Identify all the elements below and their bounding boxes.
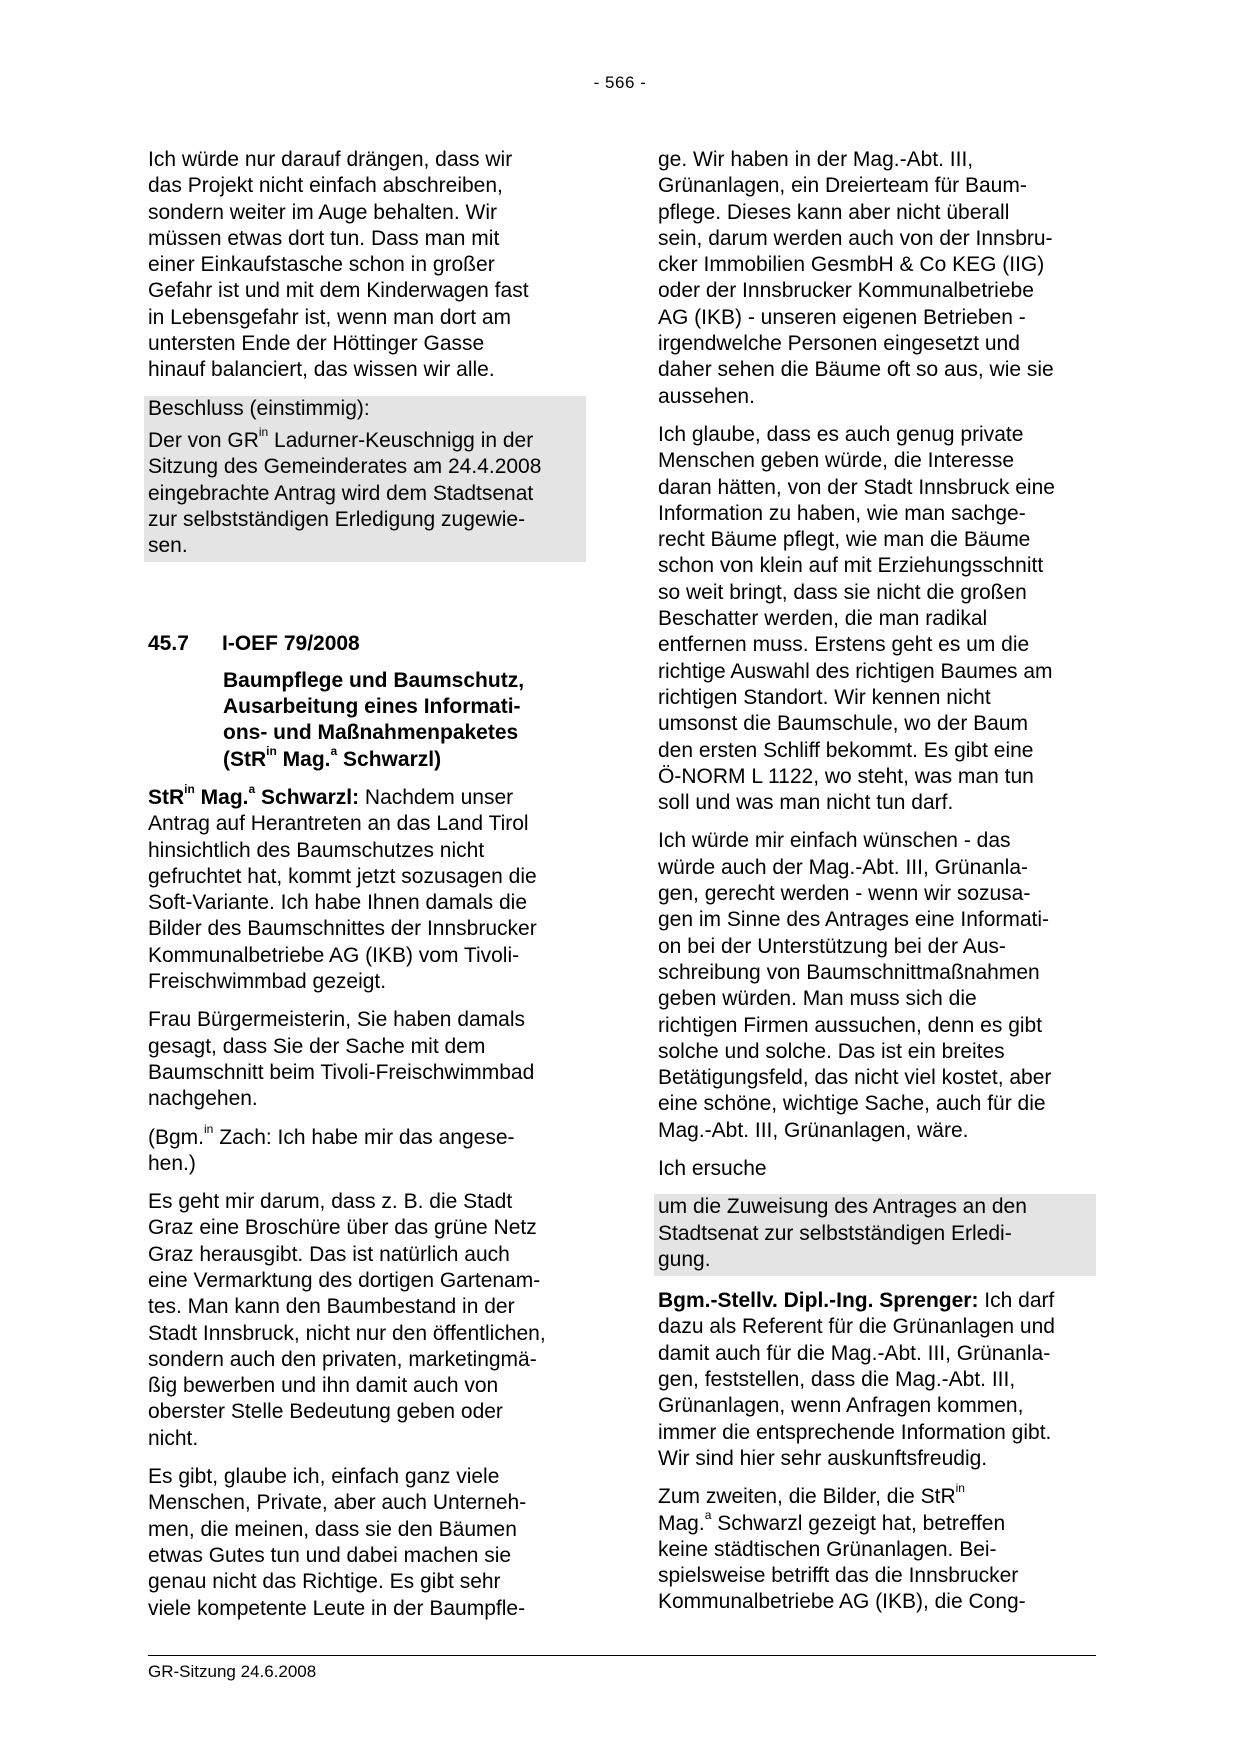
speaker-name: Bgm.-Stellv. Dipl.-Ing. Sprenger: xyxy=(658,1289,979,1313)
paragraph: Ich würde nur darauf drängen, dass wir das Projekt nicht einfach abschreiben, sondern weiter im Auge behalten. Wir müssen etwas dort tun. Dass man mit einer Einkaufstasche schon in großer Gefahr ist und mit dem Kinderwagen fast in Lebensgefahr ist, wenn man dort am untersten Ende der Höttinger Gasse hinauf balanciert, das wissen wir alle. xyxy=(148,148,529,382)
right-column xyxy=(658,147,1096,1628)
footer-divider xyxy=(148,1655,1096,1656)
request-text: um die Zuweisung des Antrages an den Stadtsenat zur selbstständigen Erledi- gung. xyxy=(658,1195,1027,1271)
paragraph: Zum zweiten, die Bilder, die StR$^{in}$ Mag.$^a$ Schwarzl gezeigt hat, betreffen keine städtischen Grünanlagen. Bei- spielsweise betrifft das die Innsbrucker Kommunalbetriebe AG (IKB), die Cong- xyxy=(658,1481,1026,1614)
agenda-item-heading xyxy=(148,631,586,657)
agenda-item-code: I-OEF 79/2008 xyxy=(222,632,360,656)
paragraph: Ich ersuche xyxy=(658,1156,767,1180)
resolution-label: Beschluss (einstimmig): xyxy=(148,396,370,420)
left-column xyxy=(148,147,586,1634)
paragraph: Es geht mir darum, dass z. B. die Stadt Graz eine Broschüre über das grüne Netz Graz herausgibt. Das ist natürlich auch eine Vermarktung des dortigen Gartenam- tes. Man kann den Baumbestand in der Stadt Innsbruck, nicht nur den öffentlichen, sondern auch den privaten, marketingmä- ßig bewerben und ihn damit auch von oberster Stelle Bedeutung geben oder nicht. xyxy=(148,1190,546,1450)
resolution-text: Der von $GR^{in}$ Ladurner-Keuschnigg in der Sitzung des Gemeinderates am 24.4.2008 eingebrachte Antrag wird dem Stadtsenat zur selbstständigen Erledigung zugewie- sen. xyxy=(148,424,542,558)
footer-text: GR-Sitzung 24.6.2008 xyxy=(148,1662,317,1681)
agenda-item-number: 45.7 xyxy=(148,632,189,656)
paragraph: Es gibt, glaube ich, einfach ganz viele Menschen, Private, aber auch Unterneh- men, die meinen, dass sie den Bäumen etwas Gutes tun und dabei machen sie genau nicht das Richtige. Es gibt sehr viele kompetente Leute in der Baumpfle- xyxy=(148,1465,527,1620)
speech-schwarzl: StR$^{in}$ Mag.$^a$ Schwarzl: Nachdem unser Antrag auf Herantreten an das Land Tirol hinsichtlich des Baumschutzes nicht gefruchtet hat, kommt jetzt sozusagen die Soft-Variante. Ich habe Ihnen damals die Bilder des Baumschnittes der Innsbrucker Kommunalbetriebe AG (IKB) vom Tivoli- Freischwimmbad gezeigt. xyxy=(148,781,537,994)
paragraph: Frau Bürgermeisterin, Sie haben damals gesagt, dass Sie der Sache mit dem Baumschnitt beim Tivoli-Freischwimmbad nachgehen. xyxy=(148,1008,535,1111)
resolution-box xyxy=(144,396,586,563)
speech-sprenger: Bgm.-Stellv. Dipl.-Ing. Sprenger: Ich darf dazu als Referent für die Grünanlagen und damit auch für die Mag.-Abt. III, Grünanla- gen, feststellen, dass die Mag.-Abt. III, Grünanlagen, wenn Anfragen kommen, immer die entsprechende Information gibt. Wir sind hier sehr auskunftsfreudig. xyxy=(658,1289,1055,1470)
interjection: (Bgm.$^{in}$ Zach: Ich habe mir das angese- hen.) xyxy=(148,1121,515,1175)
paragraph: Ich würde mir einfach wünschen - das würde auch der Mag.-Abt. III, Grünanla- gen, gerecht werden - wenn wir sozusa- gen im Sinne des Antrages eine Informati- on bei der Unterstützung bei der Aus- schreibung von Baumschnittmaßnahmen geben würden. Man muss sich die richtigen Firmen aussuchen, denn es gibt solche und solche. Das ist ein breites Betätigungsfeld, das nicht viel kostet, aber eine schöne, wichtige Sache, auch für die Mag.-Abt. III, Grünanlagen, wäre. xyxy=(658,829,1052,1142)
request-box xyxy=(654,1194,1096,1276)
page-number: - 566 - xyxy=(593,73,647,92)
speaker-name: StR$^{in}$ Mag.$^a$ Schwarzl: xyxy=(148,781,360,809)
paragraph: Ich glaube, dass es auch genug private Menschen geben würde, die Interesse daran hätten, von der Stadt Innsbruck eine Information zu haben, wie man sachge- recht Bäume pflegt, wie man die Bäume schon von klein auf mit Erziehungsschnitt so weit bringt, dass sie nicht die großen Beschatter werden, die man radikal entfernen muss. Erstens geht es um die richtige Auswahl des richtigen Baumes am richtigen Standort. Wir kennen nicht umsonst die Baumschule, wo der Baum den ersten Schliff bekommt. Es gibt eine Ö-NORM L 1122, wo steht, was man tun soll und was man nicht tun darf. xyxy=(658,422,1055,815)
agenda-item-title: Baumpflege und Baumschutz, Ausarbeitung eines Informati- ons- und Maßnahmenpaketes (StR$^{in}$ Mag.$^a$ Schwarzl) xyxy=(223,668,525,771)
paragraph: ge. Wir haben in der Mag.-Abt. III, Grünanlagen, ein Dreierteam für Baum- pflege. Dieses kann aber nicht überall sein, darum werden auch von der Innsbru- cker Immobilien GesmbH & Co KEG (IIG) oder der Innsbrucker Kommunalbetriebe AG (IKB) - unseren eigenen Betrieben - irgendwelche Personen eingesetzt und daher sehen die Bäume oft so aus, wie sie aussehen. xyxy=(658,148,1054,408)
